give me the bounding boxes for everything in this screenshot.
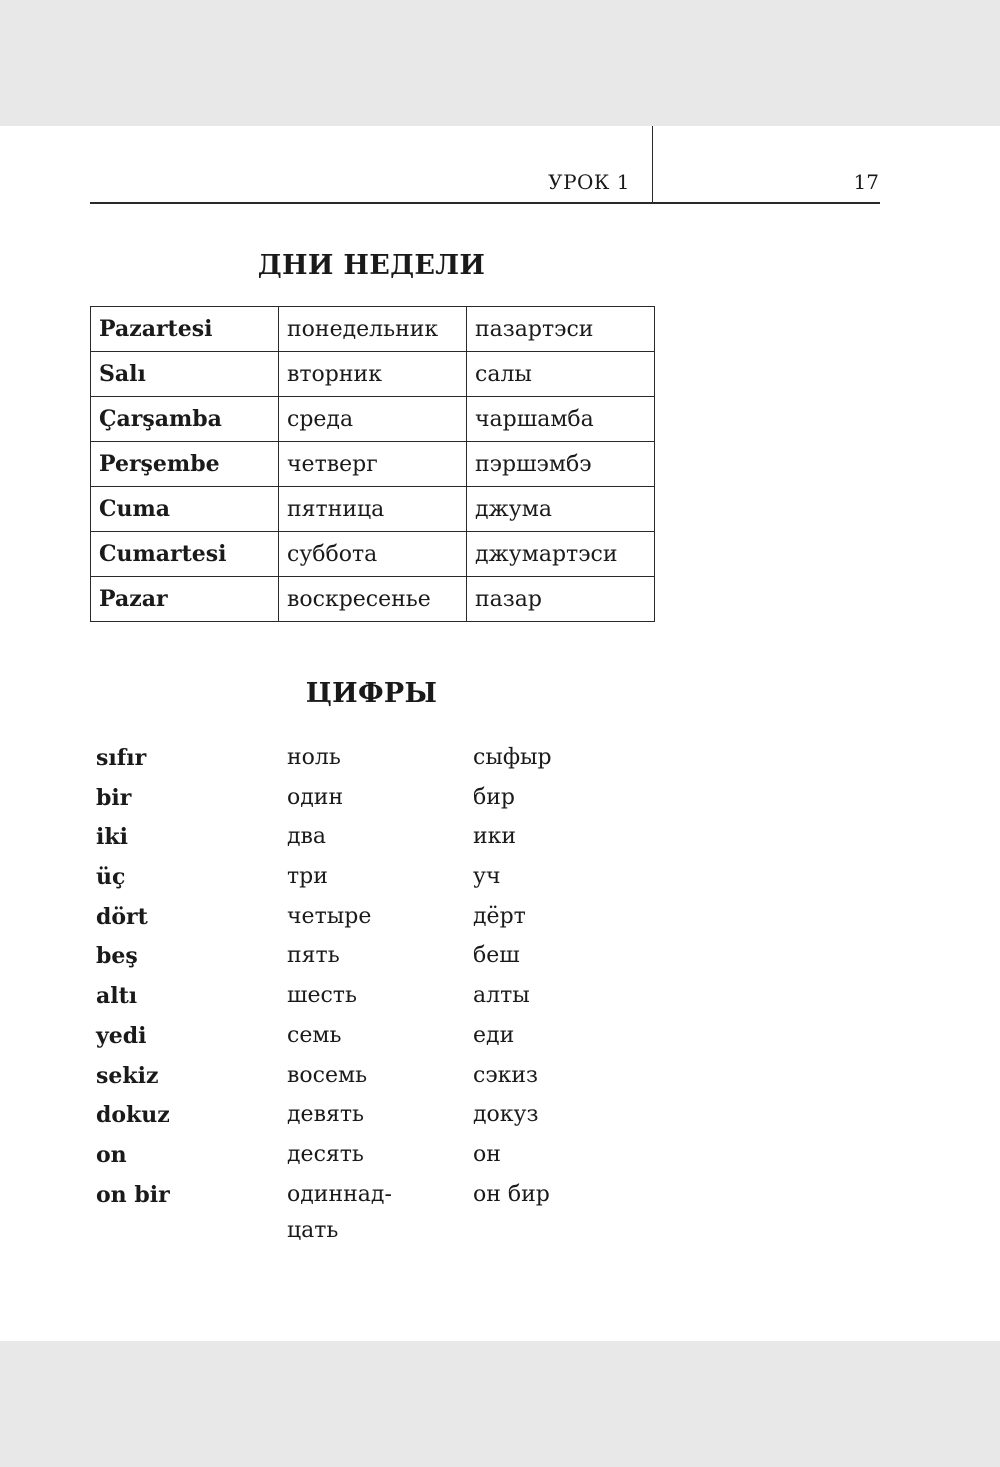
russian-translation: десять: [287, 1141, 364, 1167]
pronunciation: уч: [473, 864, 501, 890]
pronunciation: салы: [467, 352, 655, 397]
header-rule: [90, 202, 880, 204]
turkish-word: on: [96, 1141, 127, 1168]
russian-translation: четверг: [279, 442, 467, 487]
numbers-section-title: ЦИФРЫ: [305, 678, 438, 709]
pronunciation: джумартэси: [467, 532, 655, 577]
list-item: [96, 1097, 616, 1137]
russian-translation: ноль: [287, 745, 341, 770]
page-number: 17: [853, 170, 879, 194]
table-row: [91, 307, 655, 352]
russian-translation: шесть: [287, 983, 357, 1009]
list-item: [96, 1137, 616, 1177]
turkish-word: Pazartesi: [91, 307, 279, 352]
pronunciation: пазартэси: [467, 307, 655, 352]
russian-translation: понедельник: [279, 307, 467, 352]
turkish-word: Pazar: [91, 577, 279, 622]
russian-translation: пять: [287, 943, 340, 969]
russian-translation: пятница: [279, 487, 467, 532]
russian-translation: суббота: [279, 532, 467, 577]
table-row: [91, 442, 655, 487]
list-item: [96, 780, 616, 820]
pronunciation: бир: [473, 784, 515, 810]
pronunciation: он: [473, 1141, 501, 1167]
list-item: [96, 740, 616, 780]
numbers-list: [96, 740, 616, 1249]
list-item: [96, 978, 616, 1018]
pronunciation: чаршамба: [467, 397, 655, 442]
pronunciation: сыфыр: [473, 745, 552, 770]
list-item: [96, 1058, 616, 1098]
pronunciation: еди: [473, 1022, 515, 1048]
list-item: [96, 859, 616, 899]
turkish-word: iki: [96, 824, 128, 851]
russian-translation: среда: [279, 397, 467, 442]
russian-translation: три: [287, 864, 328, 890]
book-page: [0, 126, 1000, 1341]
turkish-word: Cuma: [91, 487, 279, 532]
russian-translation: семь: [287, 1022, 342, 1048]
pronunciation: пазар: [467, 577, 655, 622]
list-item: [96, 819, 616, 859]
turkish-word: dokuz: [96, 1102, 170, 1129]
turkish-word: Perşembe: [91, 442, 279, 487]
turkish-word: yedi: [96, 1022, 147, 1049]
turkish-word: dört: [96, 903, 148, 930]
table-row: [91, 352, 655, 397]
pronunciation: докуз: [473, 1102, 539, 1128]
turkish-word: bir: [96, 784, 132, 811]
turkish-word: sıfır: [96, 745, 147, 771]
russian-translation: вторник: [279, 352, 467, 397]
turkish-word: Çarşamba: [91, 397, 279, 442]
days-table: [90, 306, 655, 622]
list-item: [96, 1018, 616, 1058]
pronunciation: пэршэмбэ: [467, 442, 655, 487]
russian-translation: один: [287, 784, 344, 810]
header-divider: [652, 126, 653, 203]
table-row: [91, 397, 655, 442]
table-row: [91, 577, 655, 622]
turkish-word: Cumartesi: [91, 532, 279, 577]
pronunciation: джума: [467, 487, 655, 532]
russian-translation: восемь: [287, 1062, 368, 1088]
turkish-word: üç: [96, 864, 126, 891]
russian-translation: воскресенье: [279, 577, 467, 622]
turkish-word: altı: [96, 983, 138, 1010]
pronunciation: дёрт: [473, 903, 526, 929]
russian-translation: четыре: [287, 903, 372, 929]
list-item: [96, 938, 616, 978]
turkish-word: Salı: [91, 352, 279, 397]
table-row: [91, 532, 655, 577]
chapter-label: УРОК 1: [548, 170, 630, 194]
turkish-word: sekiz: [96, 1062, 159, 1089]
turkish-word: beş: [96, 943, 138, 970]
pronunciation: алты: [473, 983, 530, 1009]
russian-translation: одиннад- цать: [287, 1181, 392, 1243]
days-section-title: ДНИ НЕДЕЛИ: [257, 250, 486, 281]
pronunciation: ики: [473, 824, 517, 850]
russian-translation: девять: [287, 1102, 364, 1128]
pronunciation: беш: [473, 943, 520, 969]
turkish-word: on bir: [96, 1181, 170, 1208]
pronunciation: сэкиз: [473, 1062, 539, 1088]
list-item: [96, 899, 616, 939]
list-item: [96, 1177, 616, 1249]
russian-translation: два: [287, 824, 327, 850]
pronunciation: он бир: [473, 1181, 550, 1207]
table-row: [91, 487, 655, 532]
